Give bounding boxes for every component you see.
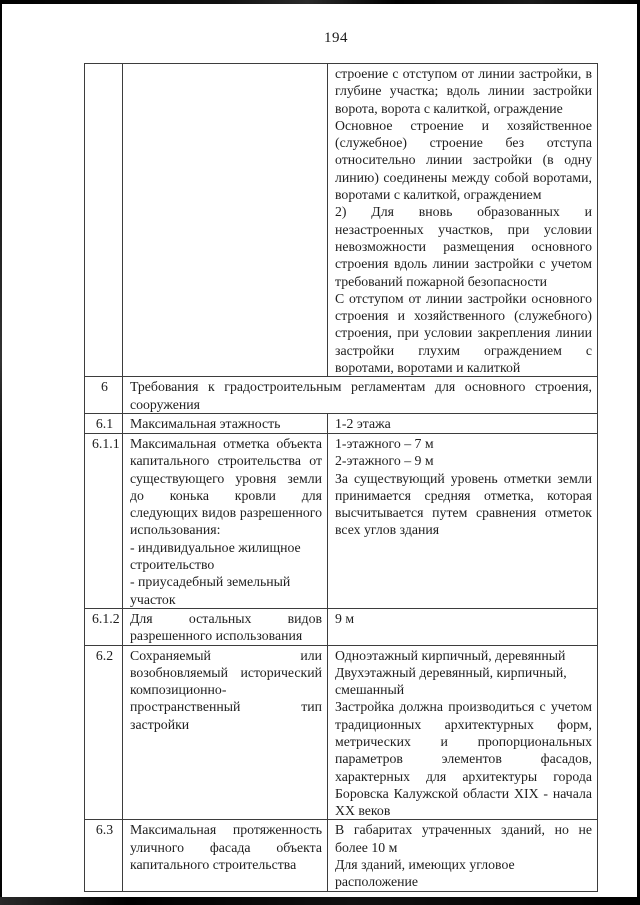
row-number-cell: 6.1 (85, 413, 123, 433)
description-cell (123, 433, 328, 608)
table-row-6-1-2 (85, 608, 598, 645)
description-cell (123, 645, 328, 820)
paragraph: 2-этажного – 9 м (335, 453, 434, 469)
description-cell (123, 820, 328, 891)
row-number-cell: 6 (85, 377, 123, 414)
value-cell (328, 433, 598, 608)
list-item: - приусадебный земельный участок (130, 574, 291, 607)
row-number-cell: 6.1.2 (85, 608, 123, 645)
page-number: 194 (324, 30, 348, 46)
paragraph: 2) Для вновь образованных и незастроенных участков, при условии невозможности размещения основного строения вдоль линии застройки с учетом требований пожарной безопасности (335, 204, 592, 289)
value-cell (328, 820, 598, 891)
paragraph: В габаритах утраченных зданий, но не более 10 м (335, 822, 592, 855)
row-number-cell: 6.2 (85, 645, 123, 820)
table-row-6-1-1 (85, 433, 598, 608)
paragraph: Двухэтажный деревянный, кирпичный, смешанный (335, 664, 567, 698)
row-number-cell: 6.3 (85, 820, 123, 891)
paragraph: Сохраняемый или возобновляемый исторический композиционно-пространственный тип застройки (130, 647, 322, 732)
paragraph: Для остальных видов разрешенного использования (130, 610, 322, 644)
paragraph: Для зданий, имеющих угловое расположение (335, 857, 515, 890)
value-cell (328, 608, 598, 645)
paragraph: строение с отступом от линии застройки, в глубине участка; вдоль линии застройки ворота, ворота с калиткой, ограждение (335, 66, 592, 116)
paragraph: С отступом от линии застройки основного строения и хозяйственного (служебного) строения, при условии закрепления линии застройки глухим ограждением с воротами, воротами и калиткой (335, 290, 592, 376)
document-table (84, 63, 598, 892)
paragraph: За существующий уровень отметки земли принимается средняя отметка, которая высчитывается путем сравнения отметок всех углов здания (335, 470, 592, 538)
paragraph: 9 м (335, 610, 355, 626)
table-row-6 (85, 377, 598, 414)
scan-edge-bottom (0, 897, 640, 905)
table-row-6-1 (85, 413, 598, 433)
paragraph: 1-этажного – 7 м (335, 435, 434, 451)
table-row-6-2 (85, 645, 598, 820)
table-row-continuation (85, 64, 598, 377)
list-item: - индивидуальное жилищное строительство (130, 539, 301, 573)
row-number-cell (85, 64, 123, 377)
paragraph: Одноэтажный кирпичный, деревянный (335, 647, 566, 663)
paragraph: Максимальная протяженность уличного фасада объекта капитального строительства (130, 822, 322, 873)
description-cell (123, 64, 328, 377)
value-cell (328, 645, 598, 820)
paragraph: Основное строение и хозяйственное (служебное) строение без отступа относительно линии застройки (в одну линию) соединены между собой воротами, воротами с калиткой, ограждением (335, 117, 592, 203)
table-row-6-3 (85, 820, 598, 891)
description-cell (123, 608, 328, 645)
scan-edge-top (0, 0, 640, 4)
value-cell (328, 413, 598, 433)
paragraph: 1-2 этажа (335, 415, 391, 431)
description-cell (123, 413, 328, 433)
paragraph: Максимальная этажность (130, 415, 281, 431)
row-number-cell: 6.1.1 (85, 433, 123, 608)
paragraph: Максимальная отметка объекта капитального строительства от существующего уровня земли до конька кровли для следующих видов разрешенного использования: (130, 435, 322, 538)
paragraph: Требования к градостроительным регламентам для основного строения, сооружения (130, 379, 592, 412)
scan-edge-left (0, 0, 2, 905)
paragraph: Застройка должна производиться с учетом традиционных архитектурных форм, метрических и пропорциональных параметров элементов фасадов, характерных для архитектуры города Боровска Калужской области XIX - начала XX веков (335, 699, 592, 819)
value-cell (328, 64, 598, 377)
section-heading-cell (123, 377, 598, 414)
